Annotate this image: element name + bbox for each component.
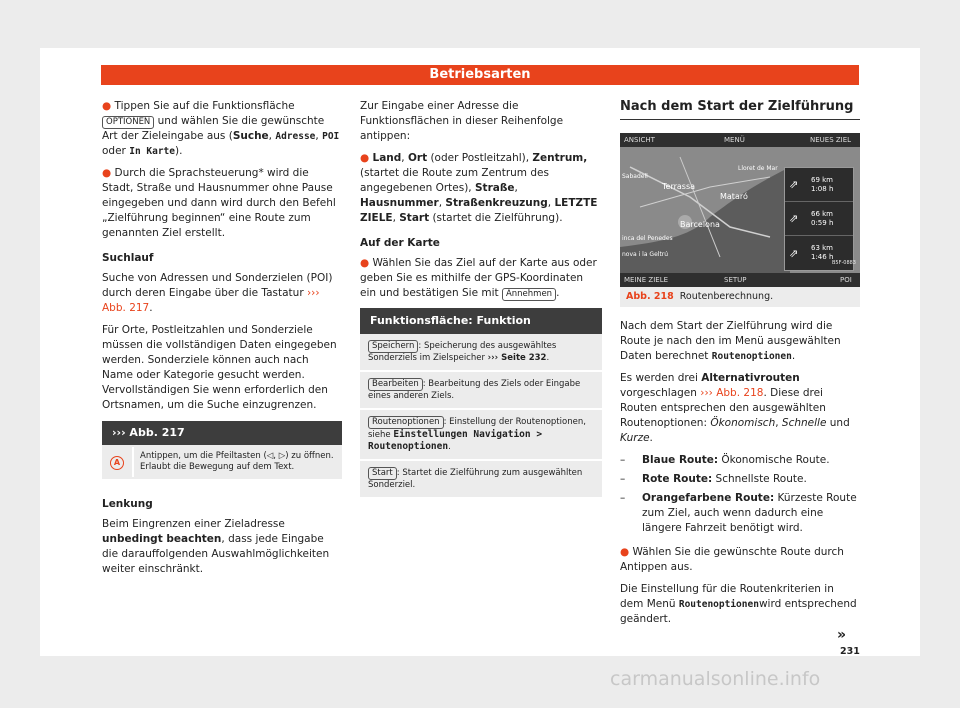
paragraph-address: Zur Eingabe einer Adresse die Funktionsflächen in dieser Reihenfolge antippen: bbox=[360, 100, 564, 142]
map-top-bar bbox=[620, 133, 860, 147]
map-label: nova i la Geltrú bbox=[622, 251, 669, 258]
paragraph-karte: ● Wählen Sie das Ziel auf der Karte aus oder geben Sie es mithilfe der GPS-Koordinaten ein und bestätigen Sie mit Annehmen . bbox=[360, 257, 597, 299]
callout-a-icon: A bbox=[110, 456, 124, 470]
map-label: Mataró bbox=[720, 192, 748, 201]
abb-217-title: ››› Abb. 217 bbox=[102, 421, 342, 445]
route-arrow-icon: ⇗ bbox=[789, 246, 799, 260]
abb-217-link[interactable]: ››› Abb. 217 bbox=[102, 287, 320, 314]
paragraph-orte: Für Orte, Postleitzahlen und Sonderziele müssen die vollständigen Daten eingegeben werden. Sonderziele können auch nach Name oder Kategorie gesucht werden. Vervollständigen Sie wenn erforderlich den Ortsnamen, um die Suche einzugrenzen. bbox=[102, 324, 337, 411]
meine-ziele-button[interactable]: MEINE ZIELE bbox=[624, 276, 669, 284]
column-3 bbox=[620, 99, 860, 634]
paragraph-sequence: ● Land, Ort (oder Postleitzahl), Zentrum, (startet die Route zum Zentrum des angegebenen Ortes), Straße, Hausnummer, Straßenkreuzung, LETZTE ZIELE, Start (startet die Zielführung). bbox=[360, 152, 598, 224]
paragraph-options: ● Tippen Sie auf die Funktionsfläche OPTIONEN und wählen Sie die gewünschte Art der Zieleingabe aus (Suche, Adresse, POI oder In Karte). bbox=[102, 100, 340, 157]
map-label: Barcelona bbox=[680, 220, 720, 229]
map-label: Terrassa bbox=[662, 182, 696, 191]
list-item: – Orangefarbene Route: Kürzeste Route zum Ziel, auch wenn dadurch eine längere Fahrzeit benötigt wird. bbox=[620, 492, 857, 534]
poi-button[interactable]: POI bbox=[840, 276, 852, 284]
bullet-icon: ● bbox=[360, 257, 370, 269]
abb-218-link[interactable]: ››› Abb. 218 bbox=[700, 387, 764, 399]
figure-caption: Abb. 218 Routenberechnung. bbox=[620, 287, 860, 307]
bearbeiten-button: Bearbeiten bbox=[368, 378, 423, 391]
ansicht-button[interactable]: ANSICHT bbox=[624, 136, 655, 144]
column-2 bbox=[360, 99, 602, 499]
next-page-icon[interactable]: » bbox=[837, 627, 847, 643]
paragraph-suchlauf: Suche von Adressen und Sonderzielen (POI) durch deren Eingabe über die Tastatur ››› Abb. 217. bbox=[102, 272, 333, 314]
annehmen-button: Annehmen bbox=[502, 288, 556, 301]
setup-button[interactable]: SETUP bbox=[724, 276, 747, 284]
function-table bbox=[360, 308, 602, 499]
bullet-icon: ● bbox=[102, 167, 112, 179]
speichern-button: Speichern bbox=[368, 340, 418, 353]
section-header: Betriebsarten bbox=[101, 65, 859, 85]
karte-title: Auf der Karte bbox=[360, 237, 440, 249]
table-row: Start : Startet die Zielführung zum ausgewählten Sonderziel. bbox=[360, 461, 602, 499]
route-option-3[interactable]: ⇗ 63 km 1:46 h bbox=[789, 244, 834, 261]
bullet-icon: ● bbox=[102, 100, 112, 112]
map-label: Sabadell bbox=[622, 173, 648, 180]
list-item: – Rote Route: Schnellste Route. bbox=[620, 473, 807, 485]
route-map-figure bbox=[620, 133, 860, 287]
route-arrow-icon: ⇗ bbox=[789, 178, 799, 191]
function-table-title: Funktionsfläche: Funktion bbox=[360, 308, 602, 334]
route-option-1[interactable]: ⇗ 69 km 1:08 h bbox=[785, 168, 853, 202]
paragraph-settings: Die Einstellung für die Routenkriterien in dem Menü Routenoptionenwird entsprechend geändert. bbox=[620, 583, 857, 625]
route-arrow-icon: ⇗ bbox=[789, 212, 799, 225]
bullet-icon: ● bbox=[360, 152, 370, 164]
abb-217-box bbox=[102, 421, 342, 481]
section-heading: Nach dem Start der Zielführung bbox=[620, 99, 860, 120]
options-button: OPTIONEN bbox=[102, 116, 154, 129]
map-label: inca del Penedes bbox=[622, 235, 673, 242]
figure-code: B5F-0883 bbox=[831, 260, 856, 266]
suchlauf-title: Suchlauf bbox=[102, 252, 154, 264]
table-row: Speichern : Speicherung des ausgewähltes Sonderziels im Zielspeicher ››› Seite 232. bbox=[360, 334, 602, 372]
page-number: 231 bbox=[840, 646, 860, 657]
menu-button[interactable]: MENÜ bbox=[724, 136, 745, 144]
map-area bbox=[620, 147, 860, 273]
paragraph-alternatives: Es werden drei Alternativrouten vorgeschlagen ››› Abb. 218. Diese drei Routen entsprechen den ausgewählten Routenoptionen: Ökonomisch, Schnelle und Kurze. bbox=[620, 372, 850, 444]
list-item: – Blaue Route: Ökonomische Route. bbox=[620, 454, 830, 466]
paragraph-voice: ● Durch die Sprachsteuerung* wird die Stadt, Straße und Hausnummer ohne Pause eingegeben und dann wird durch den Befehl „Zielführung beginnen“ eine Route zum genannten Ziel erstellt. bbox=[102, 167, 336, 239]
watermark: carmanualsonline.info bbox=[610, 668, 821, 690]
abb-217-row bbox=[102, 445, 342, 481]
table-row: Routenoptionen : Einstellung der Routenoptionen, siehe Einstellungen Navigation > Routenoptionen. bbox=[360, 410, 602, 461]
paragraph-lenkung: Beim Eingrenzen einer Zieladresse unbedingt beachten, dass jede Eingabe die darauffolgenden Auswahlmöglichkeiten weiter einschränkt. bbox=[102, 518, 330, 575]
bullet-icon: ● bbox=[620, 546, 630, 558]
route-option-2[interactable]: ⇗ 66 km 0:59 h bbox=[785, 202, 853, 236]
seite-232-link[interactable]: ››› Seite 232 bbox=[487, 353, 547, 363]
map-label: Lloret de Mar bbox=[738, 165, 778, 172]
map-bottom-bar bbox=[620, 273, 860, 287]
paragraph-select: ● Wählen Sie die gewünschte Route durch Antippen aus. bbox=[620, 546, 844, 573]
table-row: Bearbeiten : Bearbeitung des Ziels oder Eingabe eines anderen Ziels. bbox=[360, 372, 602, 410]
start-button: Start bbox=[368, 467, 397, 480]
routenoptionen-button: Routenoptionen bbox=[368, 416, 444, 429]
column-1 bbox=[102, 99, 342, 584]
lenkung-title: Lenkung bbox=[102, 498, 153, 510]
abb-217-text: Antippen, um die Pfeiltasten (◁, ▷) zu öffnen. Erlaubt die Bewegung auf dem Text. bbox=[132, 447, 342, 477]
paragraph-routecalc: Nach dem Start der Zielführung wird die Route je nach den im Menü ausgewählten Daten berechnet Routenoptionen. bbox=[620, 320, 841, 362]
neues-ziel-button[interactable]: NEUES ZIEL bbox=[810, 136, 852, 144]
